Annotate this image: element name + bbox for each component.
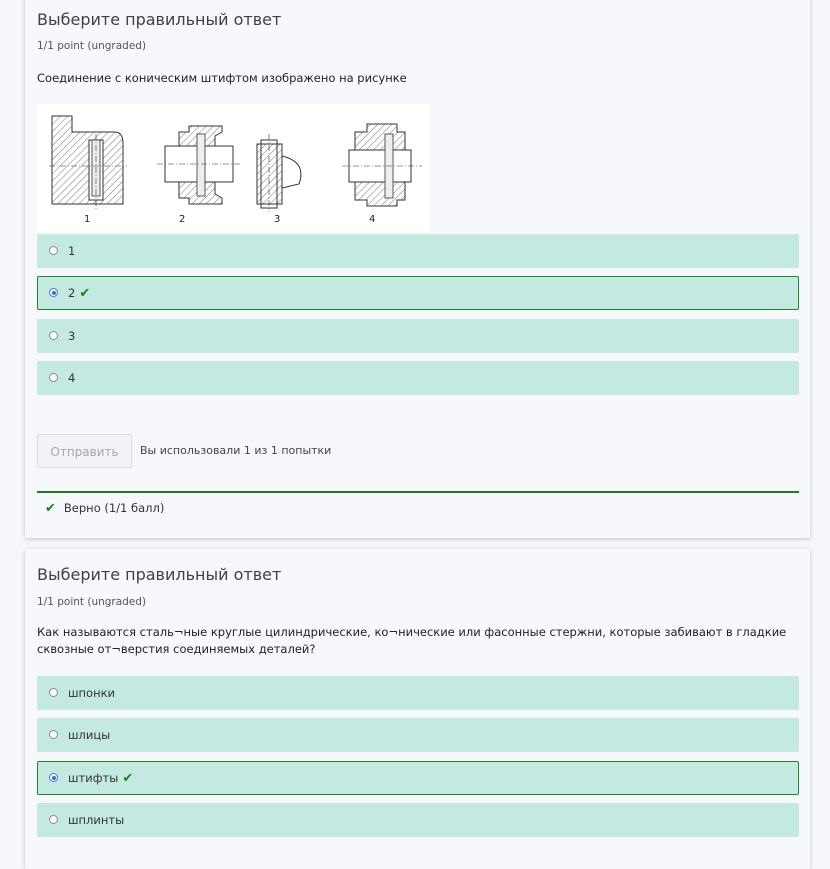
radio-button[interactable] xyxy=(49,815,58,824)
feedback-divider xyxy=(37,491,799,493)
radio-button[interactable] xyxy=(49,373,58,382)
radio-button[interactable] xyxy=(49,688,58,697)
checkmark-icon: ✔ xyxy=(45,501,56,516)
radio-button-selected[interactable] xyxy=(49,288,58,297)
answer-option-1[interactable] xyxy=(37,234,799,268)
checkmark-icon: ✔ xyxy=(122,771,134,786)
figure-2 xyxy=(157,126,242,225)
radio-button[interactable] xyxy=(49,246,58,255)
figure-label-3: 3 xyxy=(274,214,281,225)
option-label: 1 xyxy=(68,244,76,258)
feedback-message xyxy=(45,501,164,516)
answer-option-3[interactable] xyxy=(37,319,799,353)
option-label: 2 xyxy=(68,286,76,300)
answer-option-4[interactable] xyxy=(37,803,799,837)
radio-button[interactable] xyxy=(49,730,58,739)
option-label: шплинты xyxy=(68,813,125,827)
option-label: шпонки xyxy=(68,686,116,700)
question-card-1 xyxy=(25,0,810,538)
question-points: 1/1 point (ungraded) xyxy=(37,596,147,608)
question-card-2 xyxy=(25,549,810,869)
radio-button[interactable] xyxy=(49,331,58,340)
pin-connection-figure xyxy=(37,104,430,232)
submit-button[interactable]: Отправить xyxy=(37,434,132,468)
question-prompt: Соединение с коническим штифтом изображено на рисунке xyxy=(37,71,407,85)
answer-option-1[interactable] xyxy=(37,676,799,710)
radio-button-selected[interactable] xyxy=(49,773,58,782)
option-label: 4 xyxy=(68,371,76,385)
figure-label-2: 2 xyxy=(179,214,186,225)
option-label: шлицы xyxy=(68,728,111,742)
figure-4 xyxy=(342,124,422,225)
answer-option-2[interactable] xyxy=(37,718,799,752)
technical-drawing xyxy=(37,104,430,232)
figure-1 xyxy=(49,116,127,225)
answer-option-2[interactable] xyxy=(37,276,799,310)
answer-option-4[interactable] xyxy=(37,361,799,395)
answer-option-3[interactable] xyxy=(37,761,799,795)
figure-label-4: 4 xyxy=(369,214,376,225)
question-title: Выберите правильный ответ xyxy=(37,10,282,29)
feedback-text: Верно (1/1 балл) xyxy=(63,501,165,515)
question-points: 1/1 point (ungraded) xyxy=(37,40,147,52)
attempts-text: Вы использовали 1 из 1 попытки xyxy=(140,444,332,457)
figure-label-1: 1 xyxy=(84,214,91,225)
checkmark-icon: ✔ xyxy=(79,286,91,301)
question-title: Выберите правильный ответ xyxy=(37,565,282,584)
question-prompt: Как называются сталь¬ные круглые цилиндрические, ко¬нические или фасонные стержни, которые забивают в гладкие сквозные от¬верстия соединяемых деталей? xyxy=(37,625,787,656)
option-label: 3 xyxy=(68,329,76,343)
figure-3 xyxy=(257,134,301,225)
option-label: штифты xyxy=(68,771,119,785)
